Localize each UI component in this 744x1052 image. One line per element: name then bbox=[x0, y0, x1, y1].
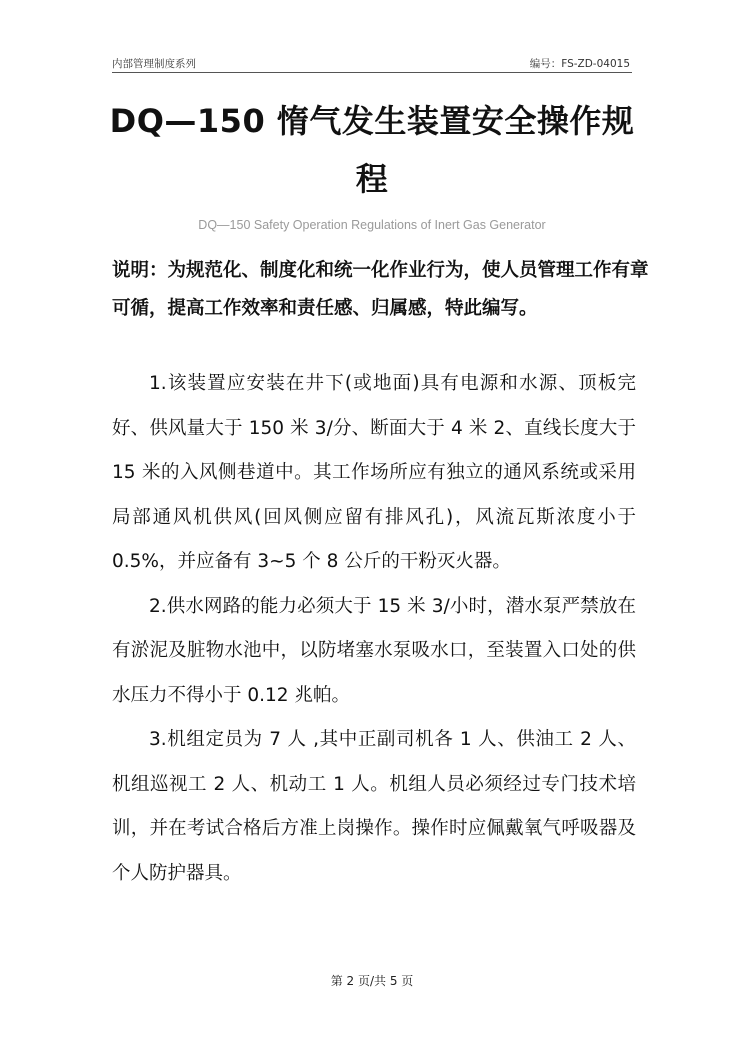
document-title bbox=[100, 92, 644, 208]
page-number: 第 2 页/共 5 页 bbox=[330, 974, 414, 988]
paragraph-3: 3.机组定员为 7 人 ,其中正副司机各 1 人、供油工 2 人、机组巡视工 2 人、机动工 1 人。机组人员必须经过专门技术培训，并在考试合格后方准上岗操作。操作时应佩戴氧气呼吸器及个人防护器具。 bbox=[112, 729, 636, 884]
page-header bbox=[112, 54, 632, 73]
title-line-2: 程 bbox=[355, 160, 389, 198]
series-label: 内部管理制度系列 bbox=[112, 58, 196, 70]
english-subtitle: DQ—150 Safety Operation Regulations of Inert Gas Generator bbox=[198, 218, 546, 232]
body-content bbox=[112, 362, 636, 896]
paragraph-2: 2.供水网路的能力必须大于 15 米 3/小时，潜水泵严禁放在有淤泥及脏物水池中，以防堵塞水泵吸水口，至装置入口处的供水压力不得小于 0.12 兆帕。 bbox=[112, 595, 636, 706]
intro-statement: 说明：为规范化、制度化和统一化作业行为，使人员管理工作有章可循，提高工作效率和责任感、归属感，特此编写。 bbox=[112, 260, 649, 319]
document-number: 编号：FS-ZD-04015 bbox=[529, 58, 630, 70]
title-line-1: DQ—150 惰气发生装置安全操作规 bbox=[109, 102, 635, 140]
paragraph-1: 1.该装置应安装在井下(或地面)具有电源和水源、顶板完好、供风量大于 150 米 3/分、断面大于 4 米 2、直线长度大于 15 米的入风侧巷道中。其工作场所应有独立的通风系统或采用局部通风机供风(回风侧应留有排风孔)，风流瓦斯浓度小于 0.5%，并应备有 3~5 个 8 公斤的干粉灭火器。 bbox=[112, 373, 636, 572]
